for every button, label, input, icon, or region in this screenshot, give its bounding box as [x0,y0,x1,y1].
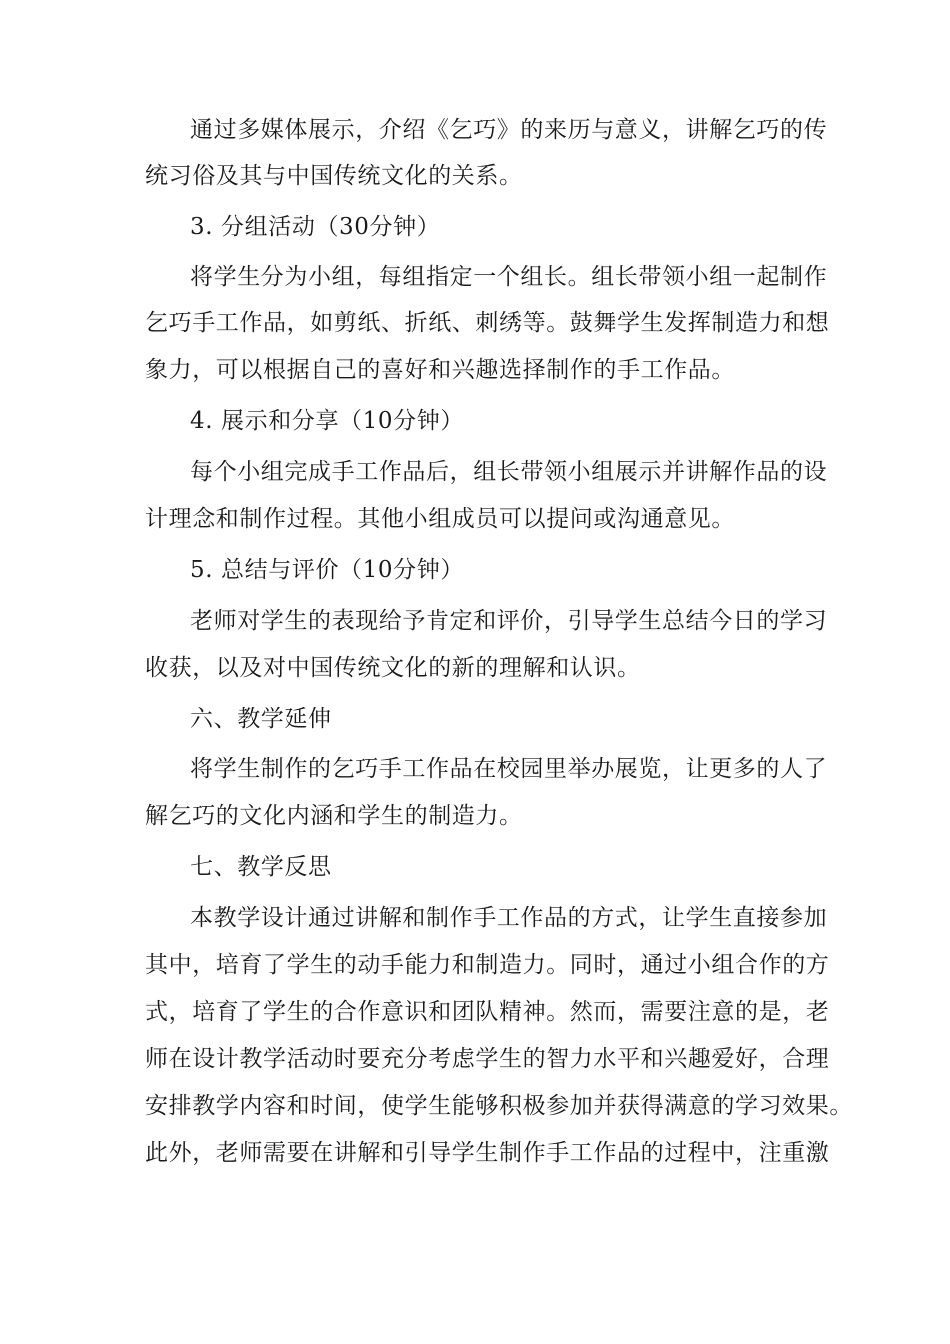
paragraph-line: 其中，培育了学生的动手能力和制造力。同时，通过小组合作的方 [145,952,830,978]
paragraph-line: 解乞巧的文化内涵和学生的制造力。 [145,803,523,829]
paragraph-line: 乞巧手工作品，如剪纸、折纸、刺绣等。鼓舞学生发挥制造力和想 [145,310,830,336]
paragraph-line: 通过多媒体展示，介绍《乞巧》的来历与意义，讲解乞巧的传 [190,117,828,143]
paragraph-line: 式，培育了学生的合作意识和团队精神。然而，需要注意的是，老 [145,999,830,1025]
paragraph-line: 统习俗及其与中国传统文化的关系。 [145,163,523,189]
paragraph-line: 老师对学生的表现给予肯定和评价，引导学生总结今日的学习 [190,608,828,634]
paragraph-line: 本教学设计通过讲解和制作手工作品的方式，让学生直接参加 [190,905,828,931]
section-heading: 六、教学延伸 [190,706,332,732]
section-heading: 5. 总结与评价（10分钟） [190,557,464,583]
paragraph-line: 此外，老师需要在讲解和引导学生制作手工作品的过程中，注重激 [145,1140,830,1166]
paragraph-line: 每个小组完成手工作品后，组长带领小组展示并讲解作品的设 [190,459,828,485]
section-heading: 4. 展示和分享（10分钟） [190,408,464,434]
paragraph-line: 将学生分为小组，每组指定一个组长。组长带领小组一起制作 [190,264,828,290]
paragraph-line: 计理念和制作过程。其他小组成员可以提问或沟通意见。 [145,506,735,532]
section-heading: 3. 分组活动（30分钟） [190,214,441,240]
paragraph-line: 师在设计教学活动时要充分考虑学生的智力水平和兴趣爱好，合理 [145,1046,830,1072]
paragraph-line: 收获，以及对中国传统文化的新的理解和认识。 [145,655,641,681]
paragraph-line: 象力，可以根据自己的喜好和兴趣选择制作的手工作品。 [145,357,735,383]
section-heading: 七、教学反思 [190,854,332,880]
paragraph-line: 安排教学内容和时间，使学生能够积极参加并获得满意的学习效果。 [145,1093,853,1119]
paragraph-line: 将学生制作的乞巧手工作品在校园里举办展览，让更多的人了 [190,756,828,782]
